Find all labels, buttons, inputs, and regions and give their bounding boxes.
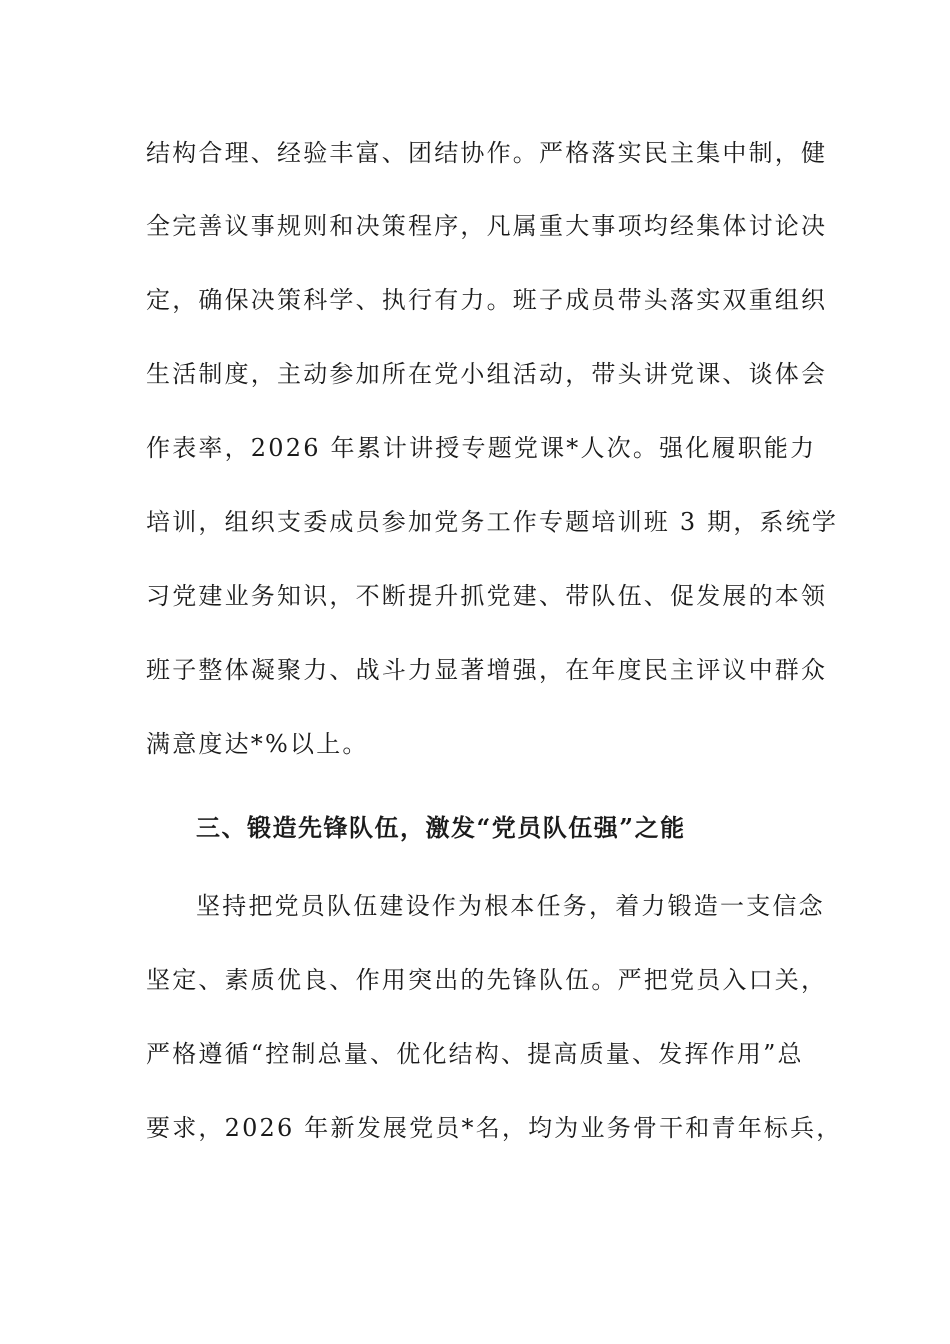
paragraph-line: 结构合理、经验丰富、团结协作。严格落实民主集中制，健: [146, 139, 828, 167]
paragraph-line: 习党建业务知识，不断提升抓党建、带队伍、促发展的本领: [146, 582, 828, 610]
paragraph-line: 满意度达*%以上。: [146, 730, 369, 758]
paragraph-line: 培训，组织支委成员参加党务工作专题培训班 3 期，系统学: [146, 508, 839, 536]
paragraph-line: 要求，2026 年新发展党员*名，均为业务骨干和青年标兵，: [146, 1114, 843, 1142]
paragraph-line: 坚持把党员队伍建设作为根本任务，着力锻造一支信念: [196, 892, 825, 920]
section-heading: 三、锻造先锋队伍，激发“党员队伍强”之能: [196, 813, 686, 842]
paragraph-line: 生活制度，主动参加所在党小组活动，带头讲党课、谈体会: [146, 360, 828, 388]
paragraph-line: 严格遵循“控制总量、优化结构、提高质量、发挥作用”总: [146, 1040, 804, 1068]
paragraph-line: 作表率，2026 年累计讲授专题党课*人次。强化履职能力: [146, 434, 817, 462]
paragraph-line: 班子整体凝聚力、战斗力显著增强，在年度民主评议中群众: [146, 656, 828, 684]
paragraph-line: 坚定、素质优良、作用突出的先锋队伍。严把党员入口关，: [146, 966, 828, 994]
paragraph-line: 定，确保决策科学、执行有力。班子成员带头落实双重组织: [146, 286, 828, 314]
paragraph-line: 全完善议事规则和决策程序，凡属重大事项均经集体讨论决: [146, 212, 828, 240]
